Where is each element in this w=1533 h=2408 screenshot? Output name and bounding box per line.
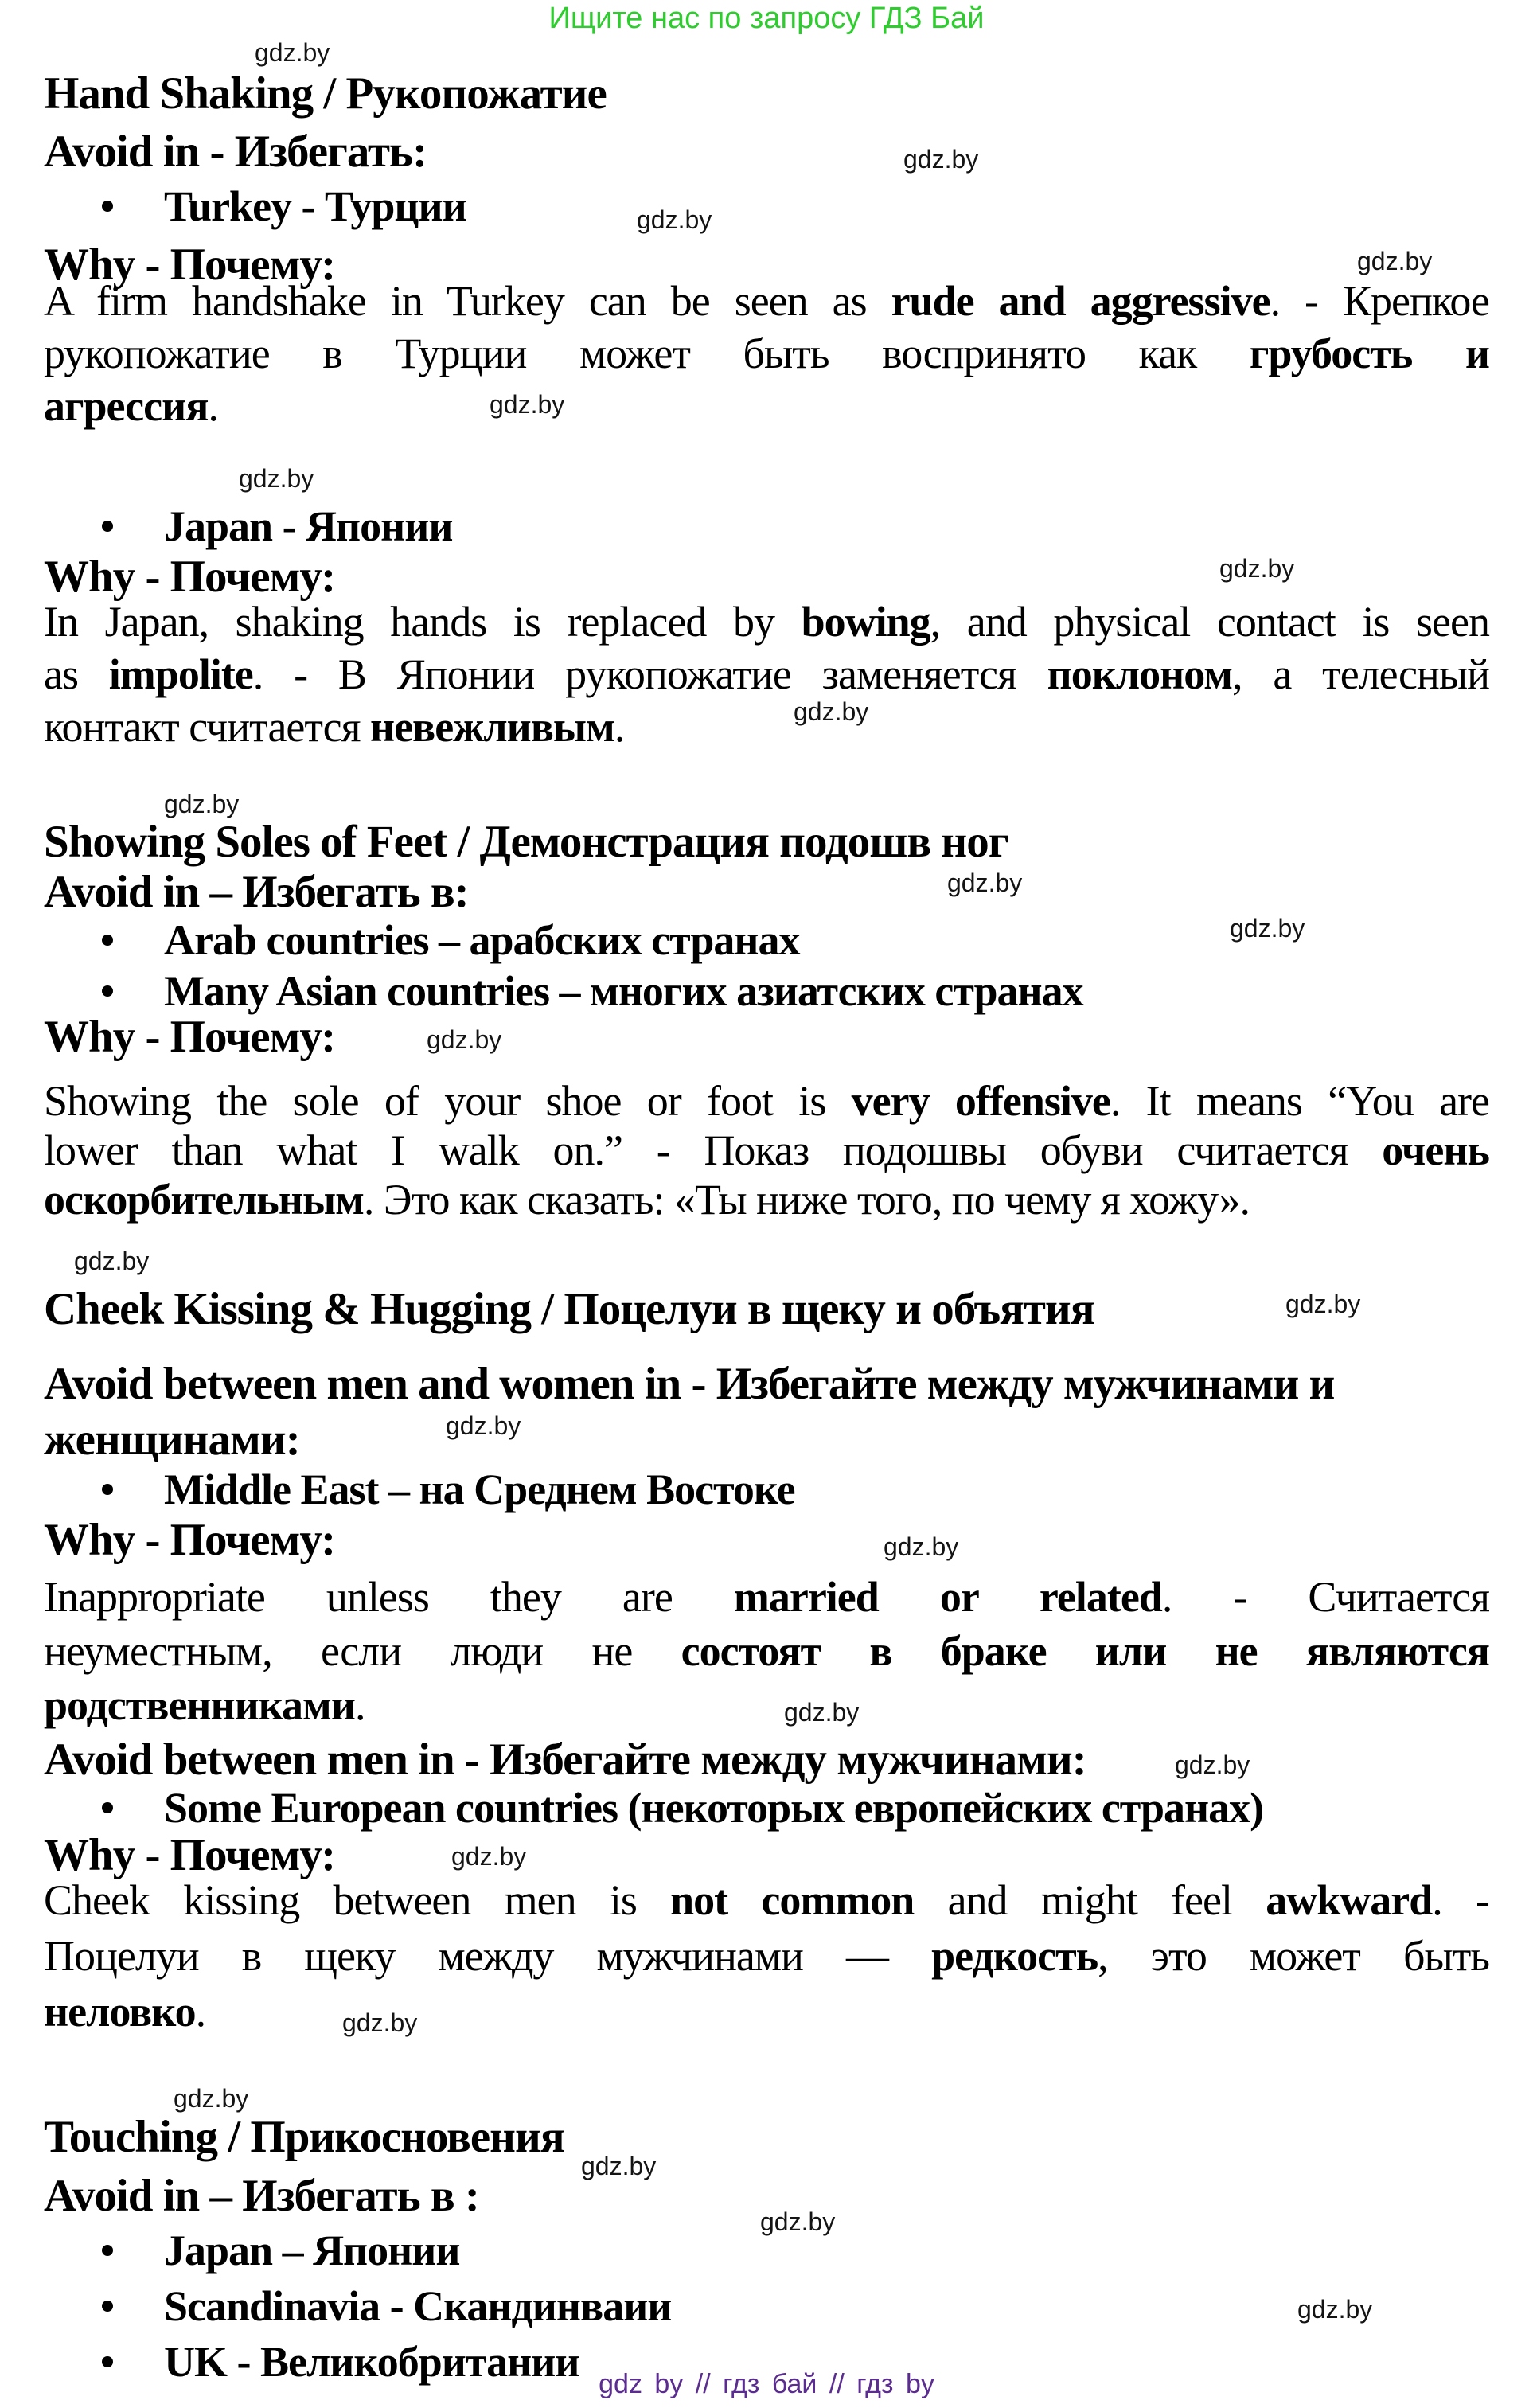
paragraph-line: lower than what I walk on.” - Показ подошвы обуви считается очень xyxy=(44,1126,1489,1174)
paragraph-line: рукопожатие в Турции может быть воспринято как грубость и xyxy=(44,330,1489,377)
list-item-label: Scandinavia - Скандинваии xyxy=(164,2282,672,2330)
watermark: gdz.by xyxy=(451,1842,527,1871)
watermark: gdz.by xyxy=(784,1698,860,1727)
why-label: Why - Почему: xyxy=(44,552,336,602)
why-label: Why - Почему: xyxy=(44,1830,336,1880)
watermark: gdz.by xyxy=(490,390,565,419)
watermark: gdz.by xyxy=(164,790,240,818)
list-item-middle-east xyxy=(102,1465,795,1514)
paragraph-line: оскорбительным. Это как сказать: «Ты ниже того, по чему я хожу». xyxy=(44,1176,1250,1224)
list-item-japan-touching xyxy=(102,2226,460,2275)
avoid-in-label: Avoid in - Избегать: xyxy=(44,127,427,177)
list-item-label: Many Asian countries – многих азиатских странах xyxy=(164,967,1083,1015)
watermark: gdz.by xyxy=(174,2084,249,2113)
list-item-label: Japan - Японии xyxy=(164,502,453,550)
watermark: gdz.by xyxy=(1230,914,1305,943)
avoid-in-label: Avoid in – Избегать в : xyxy=(44,2171,479,2221)
paragraph-men xyxy=(44,1872,1489,2039)
list-item-label: Japan – Японии xyxy=(164,2227,460,2274)
list-item-arab-countries xyxy=(102,915,800,965)
avoid-between-mw-label-line1: Avoid between men and women in - Избегайте между мужчинами и xyxy=(44,1359,1335,1409)
bullet-dot xyxy=(102,935,113,946)
watermark: gdz.by xyxy=(947,868,1023,897)
why-label: Why - Почему: xyxy=(44,240,336,290)
list-item-label: Arab countries – арабских странах xyxy=(164,916,800,964)
avoid-between-mw-label-line2: женщинами: xyxy=(44,1415,300,1465)
watermark: gdz.by xyxy=(74,1247,150,1275)
bullet-dot xyxy=(102,2356,113,2367)
paragraph-line: неловко. xyxy=(44,1988,206,2035)
bullet-dot xyxy=(102,1802,113,1813)
bullet-dot xyxy=(102,2245,113,2256)
paragraph-line: In Japan, shaking hands is replaced by bowing, and physical contact is seen xyxy=(44,598,1489,646)
watermark: gdz.by xyxy=(342,2008,418,2037)
watermark: gdz.by xyxy=(446,1411,521,1440)
watermark: gdz.by xyxy=(794,697,869,726)
bullet-dot xyxy=(102,2301,113,2312)
list-item-label: Turkey - Турции xyxy=(164,182,466,230)
why-label: Why - Почему: xyxy=(44,1515,336,1565)
paragraph-line: родственниками. xyxy=(44,1681,365,1729)
list-item-japan xyxy=(102,502,453,551)
paragraph-line: контакт считается невежливым. xyxy=(44,703,625,751)
bullet-dot xyxy=(102,1484,113,1495)
watermark: gdz.by xyxy=(1175,1750,1250,1779)
paragraph-line: Поцелуи в щеку между мужчинами — редкость, это может быть xyxy=(44,1932,1489,1980)
paragraph-line: as impolite. - В Японии рукопожатие заменяется поклоном, а телесный xyxy=(44,650,1490,698)
watermark: gdz.by xyxy=(427,1025,502,1054)
list-item-label: Middle East – на Среднем Востоке xyxy=(164,1465,795,1513)
list-item-scandinavia xyxy=(102,2281,671,2331)
section-title-cheek-kissing: Cheek Kissing & Hugging / Поцелуи в щеку и объятия xyxy=(44,1284,1094,1334)
list-item-label: UK - Великобритании xyxy=(164,2338,579,2386)
section-title-hand-shaking: Hand Shaking / Рукопожатие xyxy=(44,68,607,119)
watermark: gdz.by xyxy=(637,205,712,234)
paragraph-line: Cheek kissing between men is not common and might feel awkward. - xyxy=(44,1876,1489,1924)
list-item-asian-countries xyxy=(102,966,1083,1016)
watermark: gdz.by xyxy=(1285,1290,1361,1318)
paragraph-japan xyxy=(44,595,1489,753)
footer-watermark: gdz by // гдз бай // гдз by xyxy=(599,2369,934,2399)
why-label: Why - Почему: xyxy=(44,1012,336,1062)
section-title-soles-of-feet: Showing Soles of Feet / Демонстрация подошв ног xyxy=(44,817,1008,867)
list-item-european-countries xyxy=(102,1783,1263,1832)
bullet-dot xyxy=(102,201,113,212)
watermark: gdz.by xyxy=(581,2152,657,2180)
paragraph-line: A firm handshake in Turkey can be seen as rude and aggressive. - Крепкое xyxy=(44,277,1489,325)
watermark: gdz.by xyxy=(239,464,314,493)
paragraph-turkey xyxy=(44,275,1489,432)
list-item-turkey xyxy=(102,181,466,231)
bullet-dot xyxy=(102,985,113,997)
watermark: gdz.by xyxy=(903,145,979,174)
promo-banner: Ищите нас по запросу ГДЗ Бай xyxy=(548,2,985,35)
paragraph-men-women xyxy=(44,1570,1489,1732)
paragraph-line: неуместным, если люди не состоят в браке или не являются xyxy=(44,1627,1489,1675)
watermark: gdz.by xyxy=(1219,554,1295,583)
paragraph-line: Inappropriate unless they are married or related. - Считается xyxy=(44,1573,1489,1621)
avoid-between-men-label: Avoid between men in - Избегайте между мужчинами: xyxy=(44,1735,1086,1785)
section-title-touching: Touching / Прикосновения xyxy=(44,2112,564,2162)
avoid-in-label: Avoid in – Избегать в: xyxy=(44,867,469,917)
bullet-dot xyxy=(102,521,113,532)
watermark: gdz.by xyxy=(1357,247,1433,275)
watermark: gdz.by xyxy=(884,1532,959,1561)
paragraph-line: агрессия. xyxy=(44,382,218,430)
watermark: gdz.by xyxy=(760,2207,836,2236)
watermark: gdz.by xyxy=(1297,2295,1373,2324)
paragraph-line: Showing the sole of your shoe or foot is very offensive. It means “You are xyxy=(44,1077,1490,1125)
watermark: gdz.by xyxy=(255,38,330,67)
paragraph-soles xyxy=(44,1076,1489,1224)
list-item-label: Some European countries (некоторых европейских странах) xyxy=(164,1784,1264,1832)
